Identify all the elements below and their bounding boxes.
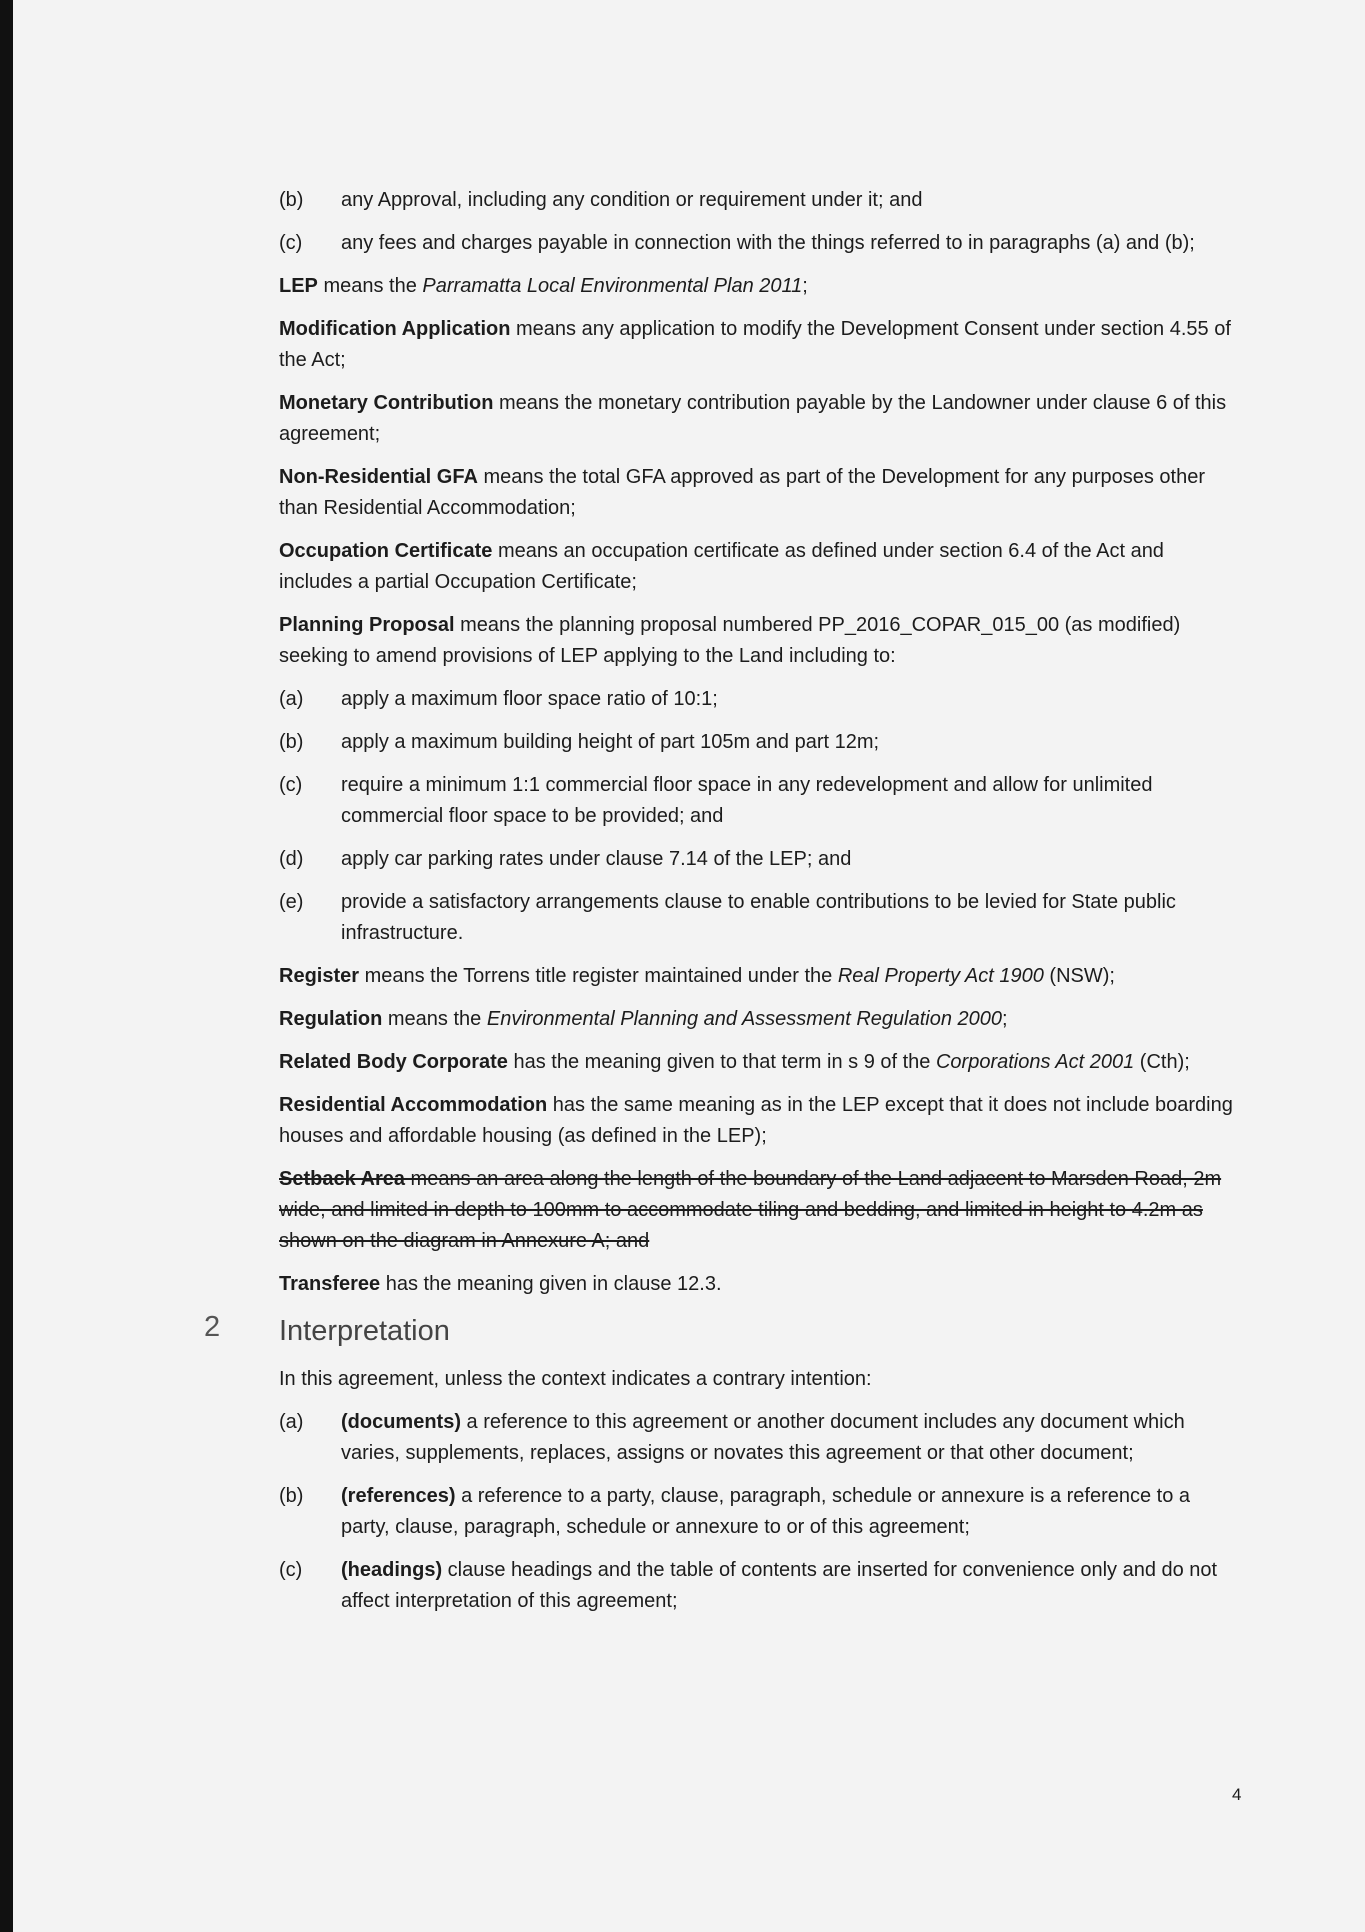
- list-item: (b) any Approval, including any condition or requirement under it; and: [279, 189, 923, 211]
- definition-non-residential-gfa: Non-Residential GFA means the total GFA approved as part of the Development for any purposes other than Residential Accommodation;: [279, 466, 1205, 519]
- definition-related-body-corporate: Related Body Corporate has the meaning given to that term in s 9 of the Corporations Act 2001 (Cth);: [279, 1051, 1190, 1073]
- definition-planning-proposal: Planning Proposal means the planning proposal numbered PP_2016_COPAR_015_00 (as modified) seeking to amend provisions of LEP applying to the Land including to:: [279, 614, 1181, 667]
- list-item: (a) (documents) a reference to this agreement or another document includes any document which varies, supplements, replaces, assigns or novates this agreement or that other document;: [279, 1411, 1185, 1464]
- definition-setback-area-struck: Setback Area means an area along the length of the boundary of the Land adjacent to Marsden Road, 2m wide, and limited in depth to 100mm to accommodate tiling and bedding, and limited in height to 4.2m as shown on the diagram in Annexure A; and: [279, 1168, 1222, 1252]
- definition-regulation: Regulation means the Environmental Planning and Assessment Regulation 2000;: [279, 1008, 1008, 1030]
- list-item: (e) provide a satisfactory arrangements clause to enable contributions to be levied for State public infrastructure.: [279, 891, 1176, 944]
- list-item: (c) (headings) clause headings and the table of contents are inserted for convenience only and do not affect interpretation of this agreement;: [279, 1559, 1218, 1612]
- list-item: (b) apply a maximum building height of part 105m and part 12m;: [279, 731, 880, 753]
- section-number: 2: [204, 1311, 221, 1343]
- section-heading: [204, 1311, 1239, 1350]
- section-title: Interpretation: [279, 1315, 450, 1347]
- scan-edge-bar: [0, 0, 13, 1932]
- definition-residential-accommodation: Residential Accommodation has the same meaning as in the LEP except that it does not include boarding houses and affordable housing (as defined in the LEP);: [279, 1094, 1233, 1147]
- page-number: 4: [1232, 1785, 1242, 1804]
- list-item: (a) apply a maximum floor space ratio of 10:1;: [279, 688, 718, 710]
- list-item: (c) require a minimum 1:1 commercial floor space in any redevelopment and allow for unlimited commercial floor space to be provided; and: [279, 774, 1153, 827]
- definition-occupation-certificate: Occupation Certificate means an occupation certificate as defined under section 6.4 of the Act and includes a partial Occupation Certificate;: [279, 540, 1164, 593]
- definition-modification-application: Modification Application means any application to modify the Development Consent under section 4.55 of the Act;: [279, 318, 1231, 371]
- list-item: (b) (references) a reference to a party, clause, paragraph, schedule or annexure is a reference to a party, clause, paragraph, schedule or annexure to or of this agreement;: [279, 1485, 1191, 1538]
- list-item: (d) apply car parking rates under clause 7.14 of the LEP; and: [279, 848, 852, 870]
- document-content: [204, 185, 1239, 1629]
- list-item: (c) any fees and charges payable in connection with the things referred to in paragraphs (a) and (b);: [279, 232, 1195, 254]
- definition-transferee: Transferee has the meaning given in clause 12.3.: [279, 1273, 722, 1295]
- definition-lep: LEP means the Parramatta Local Environmental Plan 2011;: [279, 275, 808, 297]
- section-intro: In this agreement, unless the context indicates a contrary intention:: [279, 1368, 872, 1390]
- definition-register: Register means the Torrens title register maintained under the Real Property Act 1900 (NSW);: [279, 965, 1115, 987]
- definition-monetary-contribution: Monetary Contribution means the monetary contribution payable by the Landowner under clause 6 of this agreement;: [279, 392, 1227, 445]
